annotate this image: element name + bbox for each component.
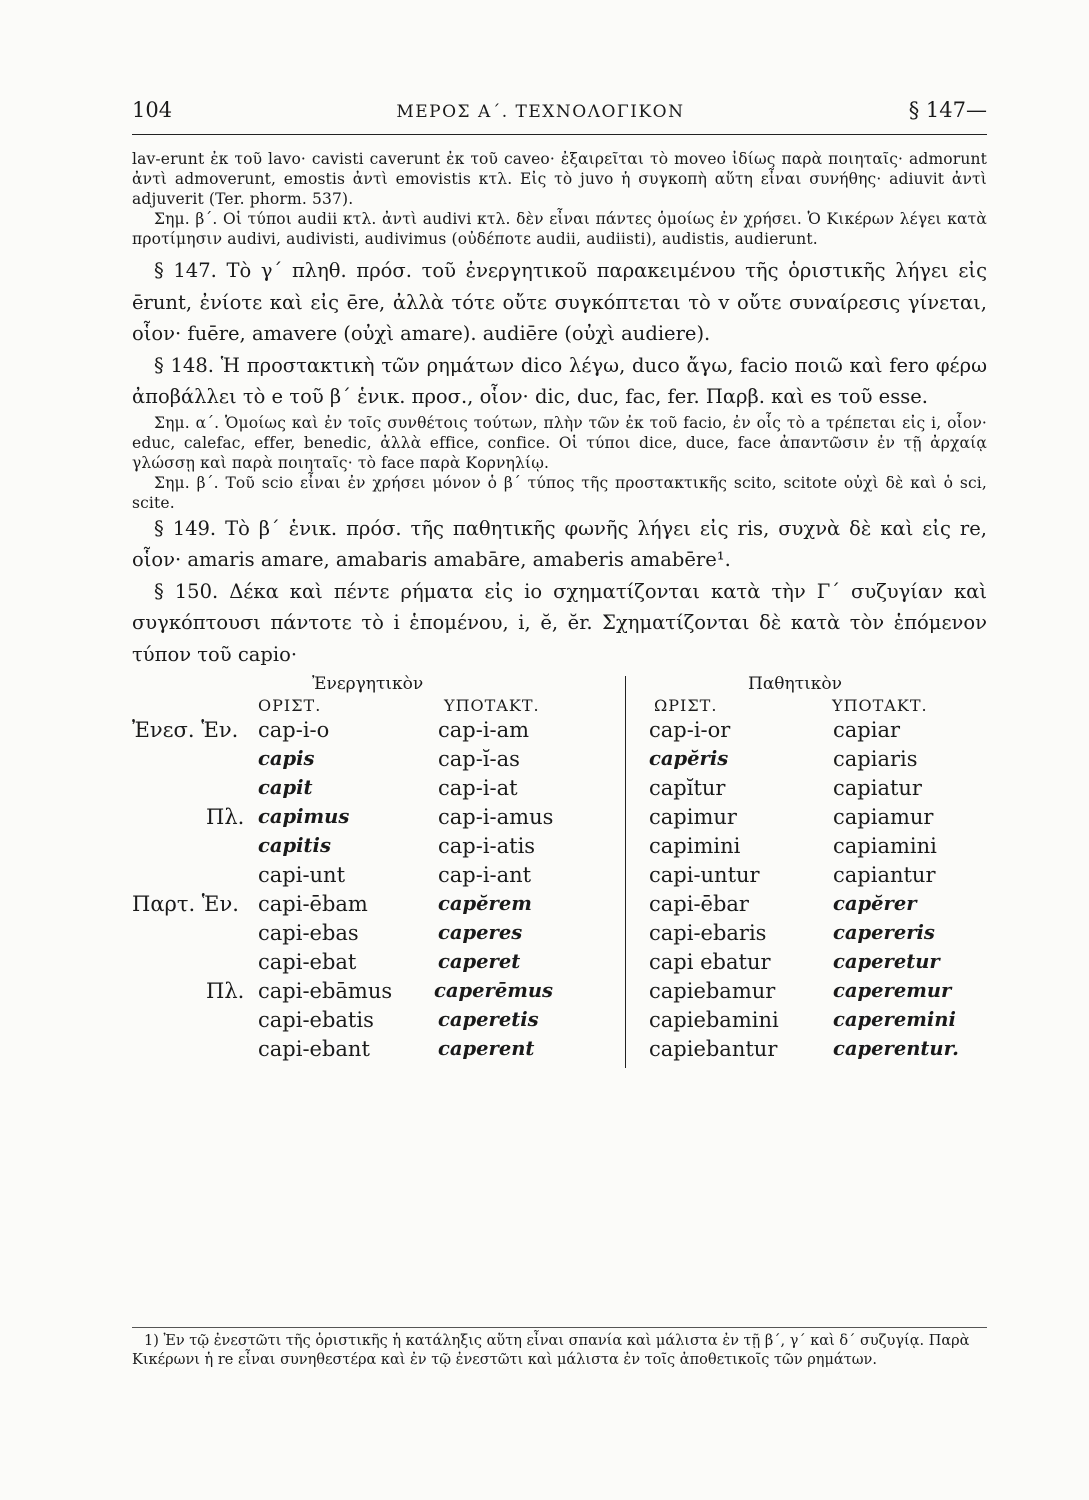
- active-indicative-form: capi-ebant: [258, 1037, 370, 1061]
- table-row: [132, 892, 987, 922]
- passive-indicative-form: capi-untur: [649, 863, 760, 887]
- active-indicative-form: cap-i-o: [258, 718, 330, 742]
- passive-subjunctive-form: capiamini: [833, 834, 937, 858]
- passive-subjunctive-form: capiantur: [833, 863, 936, 887]
- table-row: [132, 834, 987, 864]
- intro-paragraph: lav-erunt ἐκ τοῦ lavo· cavisti caverunt ἐκ τοῦ caveo· ἐξαιρεῖται τὸ moveo ἰδίως παρὰ ποιηταῖς· admorunt ἀντὶ admoverunt, emostis ἀντὶ emovistis κτλ. Εἰς τὸ juvo ἡ συγκοπὴ αὕτη εἶναι συνήθης· adiuvit ἀντὶ adjuverit (Ter. phorm. 537).: [132, 150, 987, 208]
- section-148-note-b: Σημ. β΄. Τοῦ scio εἶναι ἐν χρήσει μόνον ὁ β΄ τύπος τῆς προστακτικῆς scito, scitote οὐχὶ δὲ καὶ ὁ sci, scite.: [132, 473, 987, 512]
- passive-indicative-form: cap-i-or: [649, 718, 731, 742]
- passive-subjunctive-form: capiamur: [833, 805, 934, 829]
- passive-subjunctive-form: capiatur: [833, 776, 922, 800]
- row-label: Παρτ. Ἑν.: [132, 892, 239, 916]
- passive-subjunctive-form: capiar: [833, 718, 900, 742]
- active-voice-title: Ἐνεργητικὸν: [312, 674, 424, 694]
- passive-subjunctive-form: capereris: [833, 921, 935, 944]
- active-subjunctive-form: caperetis: [438, 1008, 539, 1031]
- active-subjunctive-form: capĕrem: [438, 892, 532, 915]
- passive-subjunctive-form: caperentur.: [833, 1037, 959, 1060]
- active-subjunctive-form: caperent: [438, 1037, 535, 1060]
- section-148-note-a: Σημ. α΄. Ὁμοίως καὶ ἐν τοῖς συνθέτοις τούτων, πλὴν τῶν ἐκ τοῦ facio, ἐν οἷς τὸ a τρέπεται εἰς i, οἷον· educ, calefac, effer, benedic, ἀλλὰ effice, confice. Οἱ τύποι dice, duce, face ἀπαντῶσιν ἐν τῇ ἀρχαίᾳ γλώσσῃ καὶ παρὰ ποιηταῖς· τὸ face παρὰ Κορνηλίῳ.: [132, 413, 987, 472]
- passive-indicative-form: capiebamini: [649, 1008, 779, 1032]
- passive-indicative-header: ΩΡΙΣΤ.: [654, 696, 718, 715]
- section-147: § 147. Τὸ γ΄ πληθ. πρόσ. τοῦ ἐνεργητικοῦ παρακειμένου τῆς ὁριστικῆς λήγει εἰς ērunt, ἐνίοτε καὶ εἰς ēre, ἀλλὰ τότε οὔτε συγκόπτεται τὸ v οὔτε συναίρεσις γίνεται, οἷον· fuēre, amavere (οὐχὶ amare). audiēre (οὐχὶ audiere).: [132, 259, 987, 345]
- table-row: [132, 718, 987, 748]
- section-149: § 149. Τὸ β΄ ἑνικ. πρόσ. τῆς παθητικῆς φωνῆς λήγει εἰς ris, συχνὰ δὲ καὶ εἰς re, οἷον· amaris amare, amabaris amabāre, amaberis amabēre¹.: [132, 516, 987, 571]
- passive-voice-title: Παθητικὸν: [748, 674, 842, 694]
- active-indicative-form: capit: [258, 776, 313, 799]
- active-subjunctive-form: cap-ĭ-as: [438, 747, 520, 771]
- passive-indicative-form: capĕris: [649, 747, 729, 770]
- section-150: § 150. Δέκα καὶ πέντε ρήματα εἰς io σχηματίζονται κατὰ τὴν Γ΄ συζυγίαν καὶ συγκόπτουσι πάντοτε τὸ i ἑπομένου, i, ĕ, ĕr. Σχηματίζονται δὲ κατὰ τὸν ἑπόμενον τύπον τοῦ capio·: [132, 579, 987, 666]
- active-indicative-form: capimus: [258, 805, 350, 828]
- active-indicative-form: capi-ebatis: [258, 1008, 374, 1032]
- running-header: [132, 98, 987, 135]
- active-indicative-form: capis: [258, 747, 315, 770]
- conjugation-table: [132, 674, 987, 1069]
- passive-indicative-form: capimur: [649, 805, 737, 829]
- active-indicative-form: capi-ebat: [258, 950, 357, 974]
- passive-subjunctive-form: capĕrer: [833, 892, 917, 915]
- active-indicative-form: capi-ebāmus: [258, 979, 393, 1003]
- active-subjunctive-form: cap-i-at: [438, 776, 518, 800]
- table-row: [132, 1008, 987, 1038]
- passive-indicative-form: capi ebatur: [649, 950, 771, 974]
- active-subjunctive-header: ΥΠΟΤΑΚΤ.: [444, 696, 540, 715]
- active-indicative-form: capi-unt: [258, 863, 346, 887]
- row-label: Πλ.: [206, 979, 245, 1003]
- passive-indicative-form: capi-ebaris: [649, 921, 767, 945]
- passive-indicative-form: capi-ēbar: [649, 892, 749, 916]
- active-subjunctive-form: caperēmus: [434, 979, 554, 1002]
- passive-indicative-form: capĭtur: [649, 776, 726, 800]
- active-subjunctive-form: caperes: [438, 921, 523, 944]
- note-b-paragraph: Σημ. β΄. Οἱ τύποι audii κτλ. ἀντὶ audivi κτλ. δὲν εἶναι πάντες ὁμοίως ἐν χρήσει. Ὁ Κικέρων λέγει κατὰ προτίμησιν audivi, audivisti, audivimus (οὐδέποτε audii, audiisti), audistis, audierunt.: [132, 210, 987, 248]
- table-row: [132, 921, 987, 951]
- passive-subjunctive-form: caperetur: [833, 950, 940, 973]
- active-subjunctive-form: cap-i-atis: [438, 834, 536, 858]
- footnote-1: 1) Ἐν τῷ ἐνεστῶτι τῆς ὁριστικῆς ἡ κατάληξις αὕτη εἶναι σπανία καὶ μάλιστα ἐν τῇ β΄, γ΄ καὶ δ΄ συζυγίᾳ. Παρὰ Κικέρωνι ἡ re εἶναι συνηθεστέρα καὶ ἐν τῷ ἐνεστῶτι καὶ μάλιστα ἐν τοῖς ἀποθετικοῖς τῶν ρημάτων.: [132, 1333, 970, 1368]
- active-indicative-form: capi-ēbam: [258, 892, 368, 916]
- header-title: ΜΕΡΟΣ Α΄. ΤΕΧΝΟΛΟΓΙΚΟΝ: [396, 102, 685, 122]
- active-indicative-form: capi-ebas: [258, 921, 359, 945]
- passive-indicative-form: capiebamur: [649, 979, 776, 1003]
- footnotes: [132, 1327, 987, 1370]
- table-row: [132, 805, 987, 835]
- page: [132, 98, 987, 1069]
- active-subjunctive-form: caperet: [438, 950, 521, 973]
- table-row: [132, 950, 987, 980]
- header-section-ref: § 147—: [908, 98, 987, 122]
- passive-subjunctive-form: caperemur: [833, 979, 952, 1002]
- table-row: [132, 747, 987, 777]
- section-148: § 148. Ἡ προστακτικὴ τῶν ρημάτων dico λέγω, duco ἄγω, facio ποιῶ καὶ fero φέρω ἀποβάλλει τὸ e τοῦ β΄ ἑνικ. προσ., οἷον· dic, duc, fac, fer. Παρβ. καὶ es τοῦ esse.: [132, 353, 987, 408]
- passive-indicative-form: capiebantur: [649, 1037, 778, 1061]
- passive-subjunctive-form: caperemini: [833, 1008, 956, 1031]
- passive-subjunctive-form: capiaris: [833, 747, 918, 771]
- page-number: 104: [132, 98, 173, 122]
- row-label: Ἐνεσ. Ἑν.: [132, 718, 239, 742]
- active-indicative-header: ΟΡΙΣΤ.: [258, 696, 322, 715]
- active-subjunctive-form: cap-i-am: [438, 718, 530, 742]
- active-indicative-form: capitis: [258, 834, 331, 857]
- active-subjunctive-form: cap-i-ant: [438, 863, 532, 887]
- passive-subjunctive-header: ΥΠΟΤΑΚΤ.: [832, 696, 928, 715]
- passive-indicative-form: capimini: [649, 834, 741, 858]
- table-row: [132, 1037, 987, 1067]
- table-row: [132, 863, 987, 893]
- table-row: [132, 979, 987, 1009]
- active-subjunctive-form: cap-i-amus: [438, 805, 554, 829]
- table-row: [132, 776, 987, 806]
- row-label: Πλ.: [206, 805, 245, 829]
